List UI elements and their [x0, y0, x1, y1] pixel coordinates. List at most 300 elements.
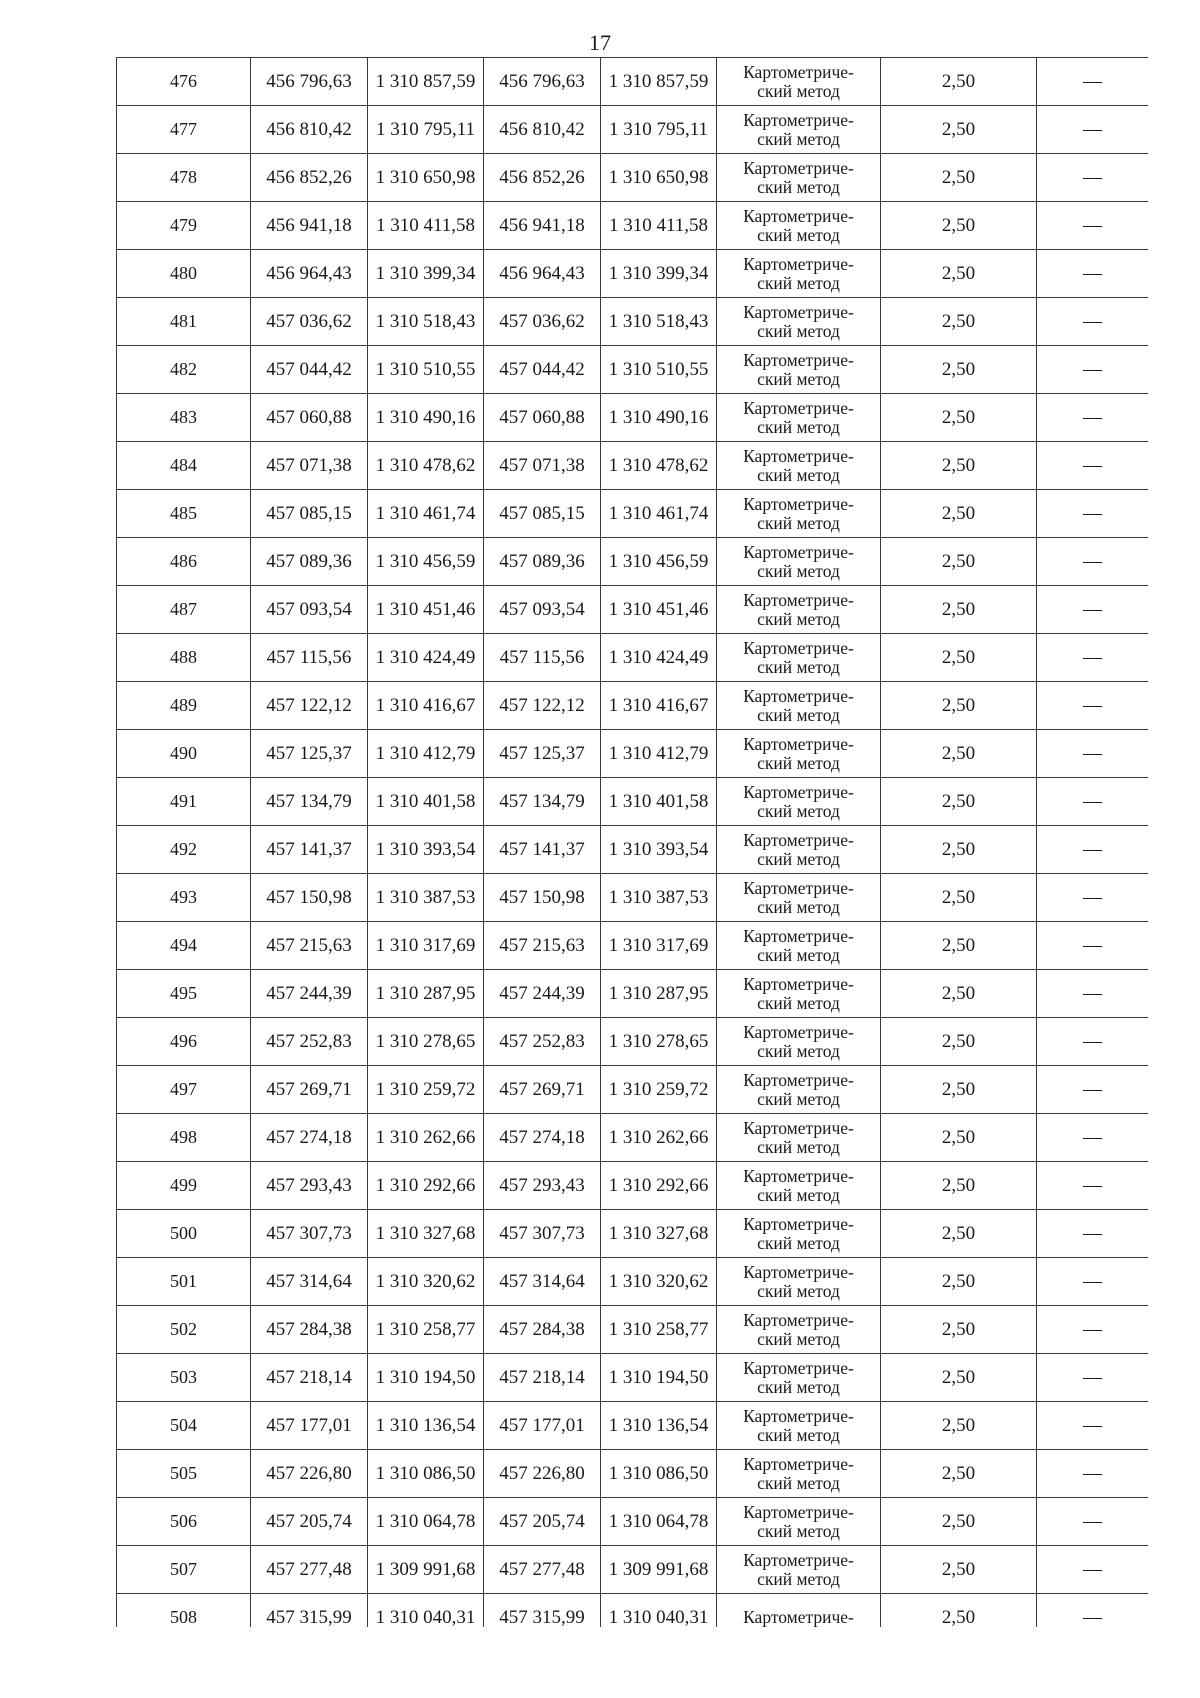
point-number-cell: 484 [117, 442, 251, 490]
method-line-2: ский метод [757, 656, 840, 677]
method-line-1: Картометриче- [743, 1213, 854, 1234]
y-new-cell: 1 310 478,62 [601, 442, 717, 490]
x-old-cell: 457 177,01 [251, 1402, 368, 1450]
description-cell: — [1037, 202, 1149, 250]
x-new-cell: 457 277,48 [484, 1546, 601, 1594]
description-cell: — [1037, 826, 1149, 874]
method-line-1: Картометриче- [743, 493, 854, 514]
table-row [117, 394, 1149, 442]
method-line-1: Картометриче- [743, 445, 854, 466]
method-line-1: Картометриче- [743, 1261, 854, 1282]
method-line-2: ский метод [757, 368, 840, 389]
table-row [117, 298, 1149, 346]
y-new-cell: 1 310 194,50 [601, 1354, 717, 1402]
method-line-1: Картометриче- [743, 733, 854, 754]
method-cell [717, 1594, 881, 1628]
x-new-cell: 456 810,42 [484, 106, 601, 154]
table-row [117, 1306, 1149, 1354]
x-old-cell: 457 044,42 [251, 346, 368, 394]
x-old-cell: 457 244,39 [251, 970, 368, 1018]
method-line-1: Картометриче- [743, 925, 854, 946]
description-cell: — [1037, 1258, 1149, 1306]
accuracy-cell: 2,50 [881, 1354, 1037, 1402]
y-new-cell: 1 310 412,79 [601, 730, 717, 778]
y-old-cell: 1 310 510,55 [368, 346, 484, 394]
accuracy-cell: 2,50 [881, 634, 1037, 682]
y-new-cell: 1 310 086,50 [601, 1450, 717, 1498]
y-old-cell: 1 310 317,69 [368, 922, 484, 970]
description-cell: — [1037, 586, 1149, 634]
method-line-1: Картометриче- [743, 205, 854, 226]
y-new-cell: 1 310 393,54 [601, 826, 717, 874]
method-cell [717, 1066, 881, 1114]
x-new-cell: 457 226,80 [484, 1450, 601, 1498]
point-number-cell: 506 [117, 1498, 251, 1546]
method-line-2: ский метод [757, 80, 840, 101]
table-row [117, 346, 1149, 394]
description-cell: — [1037, 730, 1149, 778]
x-new-cell: 457 089,36 [484, 538, 601, 586]
point-number-cell: 480 [117, 250, 251, 298]
y-new-cell: 1 310 416,67 [601, 682, 717, 730]
method-line-1: Картометриче- [743, 589, 854, 610]
x-old-cell: 457 314,64 [251, 1258, 368, 1306]
point-number-cell: 485 [117, 490, 251, 538]
method-line-2: ский метод [757, 1328, 840, 1349]
x-old-cell: 457 274,18 [251, 1114, 368, 1162]
table-row [117, 730, 1149, 778]
description-cell: — [1037, 346, 1149, 394]
description-cell: — [1037, 1354, 1149, 1402]
point-number-cell: 477 [117, 106, 251, 154]
method-cell [717, 1498, 881, 1546]
x-new-cell: 457 252,83 [484, 1018, 601, 1066]
table-row [117, 1210, 1149, 1258]
method-cell [717, 202, 881, 250]
x-old-cell: 457 150,98 [251, 874, 368, 922]
y-old-cell: 1 310 258,77 [368, 1306, 484, 1354]
y-new-cell: 1 310 401,58 [601, 778, 717, 826]
table-row [117, 1162, 1149, 1210]
method-cell [717, 1546, 881, 1594]
accuracy-cell: 2,50 [881, 202, 1037, 250]
accuracy-cell: 2,50 [881, 538, 1037, 586]
method-line-1: Картометриче- [743, 781, 854, 802]
x-old-cell: 457 134,79 [251, 778, 368, 826]
description-cell: — [1037, 106, 1149, 154]
x-new-cell: 457 093,54 [484, 586, 601, 634]
description-cell: — [1037, 1450, 1149, 1498]
x-old-cell: 457 205,74 [251, 1498, 368, 1546]
x-new-cell: 457 284,38 [484, 1306, 601, 1354]
accuracy-cell: 2,50 [881, 346, 1037, 394]
accuracy-cell: 2,50 [881, 298, 1037, 346]
x-new-cell: 456 852,26 [484, 154, 601, 202]
accuracy-cell: 2,50 [881, 586, 1037, 634]
method-cell [717, 922, 881, 970]
table-row [117, 58, 1149, 106]
method-cell [717, 1306, 881, 1354]
table-row [117, 586, 1149, 634]
description-cell: — [1037, 538, 1149, 586]
y-old-cell: 1 310 399,34 [368, 250, 484, 298]
method-line-1: Картометриче- [743, 1357, 854, 1378]
accuracy-cell: 2,50 [881, 1258, 1037, 1306]
table-row [117, 442, 1149, 490]
description-cell: — [1037, 1402, 1149, 1450]
page-number: 17 [589, 30, 611, 55]
method-line-2: ский метод [757, 1568, 840, 1589]
accuracy-cell: 2,50 [881, 826, 1037, 874]
method-line-2: ский метод [757, 1232, 840, 1253]
x-new-cell: 457 218,14 [484, 1354, 601, 1402]
method-cell [717, 1402, 881, 1450]
method-line-1: Картометриче- [743, 541, 854, 562]
table-body [117, 58, 1149, 1628]
accuracy-cell: 2,50 [881, 58, 1037, 106]
description-cell: — [1037, 154, 1149, 202]
method-line-2: ский метод [757, 416, 840, 437]
accuracy-cell: 2,50 [881, 1546, 1037, 1594]
point-number-cell: 489 [117, 682, 251, 730]
point-number-cell: 502 [117, 1306, 251, 1354]
table-row [117, 1018, 1149, 1066]
y-old-cell: 1 310 451,46 [368, 586, 484, 634]
method-cell [717, 1354, 881, 1402]
method-line-2: ский метод [757, 1136, 840, 1157]
point-number-cell: 498 [117, 1114, 251, 1162]
y-old-cell: 1 310 259,72 [368, 1066, 484, 1114]
method-line-1: Картометриче- [743, 1165, 854, 1186]
table-row [117, 634, 1149, 682]
y-new-cell: 1 310 424,49 [601, 634, 717, 682]
y-old-cell: 1 310 086,50 [368, 1450, 484, 1498]
x-new-cell: 457 269,71 [484, 1066, 601, 1114]
x-old-cell: 457 085,15 [251, 490, 368, 538]
y-new-cell: 1 310 262,66 [601, 1114, 717, 1162]
method-line-1: Картометриче- [743, 397, 854, 418]
point-number-cell: 490 [117, 730, 251, 778]
table-row [117, 154, 1149, 202]
method-line-1: Картометриче- [743, 349, 854, 370]
x-old-cell: 457 141,37 [251, 826, 368, 874]
x-old-cell: 457 060,88 [251, 394, 368, 442]
x-old-cell: 457 307,73 [251, 1210, 368, 1258]
x-old-cell: 457 277,48 [251, 1546, 368, 1594]
method-line-1: Картометриче- [743, 1501, 854, 1522]
accuracy-cell: 2,50 [881, 1066, 1037, 1114]
table-row [117, 970, 1149, 1018]
method-line-1: Картометриче- [743, 1405, 854, 1426]
x-new-cell: 457 314,64 [484, 1258, 601, 1306]
y-new-cell: 1 310 411,58 [601, 202, 717, 250]
method-line-2: ский метод [757, 608, 840, 629]
method-cell [717, 970, 881, 1018]
point-number-cell: 508 [117, 1594, 251, 1628]
point-number-cell: 505 [117, 1450, 251, 1498]
x-old-cell: 457 215,63 [251, 922, 368, 970]
description-cell: — [1037, 1066, 1149, 1114]
x-new-cell: 457 141,37 [484, 826, 601, 874]
method-line-1: Картометриче- [743, 301, 854, 322]
y-old-cell: 1 310 327,68 [368, 1210, 484, 1258]
point-number-cell: 500 [117, 1210, 251, 1258]
table-row [117, 1114, 1149, 1162]
method-line-1: Картометриче- [743, 1607, 854, 1627]
description-cell: — [1037, 922, 1149, 970]
description-cell: — [1037, 634, 1149, 682]
method-line-1: Картометриче- [743, 1117, 854, 1138]
method-cell [717, 1258, 881, 1306]
method-line-2: ский метод [757, 1472, 840, 1493]
y-old-cell: 1 310 287,95 [368, 970, 484, 1018]
point-number-cell: 507 [117, 1546, 251, 1594]
table-row [117, 538, 1149, 586]
method-line-2: ский метод [757, 1280, 840, 1301]
method-line-1: Картометриче- [743, 685, 854, 706]
method-line-2: ский метод [757, 800, 840, 821]
x-new-cell: 457 115,56 [484, 634, 601, 682]
coordinates-table [116, 57, 1148, 1627]
x-new-cell: 456 796,63 [484, 58, 601, 106]
y-old-cell: 1 310 393,54 [368, 826, 484, 874]
accuracy-cell: 2,50 [881, 1306, 1037, 1354]
point-number-cell: 486 [117, 538, 251, 586]
method-line-2: ский метод [757, 464, 840, 485]
y-old-cell: 1 310 456,59 [368, 538, 484, 586]
y-new-cell: 1 310 510,55 [601, 346, 717, 394]
method-line-2: ский метод [757, 1088, 840, 1109]
point-number-cell: 496 [117, 1018, 251, 1066]
method-cell [717, 874, 881, 922]
y-old-cell: 1 309 991,68 [368, 1546, 484, 1594]
method-line-2: ский метод [757, 128, 840, 149]
method-cell [717, 250, 881, 298]
y-new-cell: 1 310 327,68 [601, 1210, 717, 1258]
method-line-1: Картометриче- [743, 1069, 854, 1090]
accuracy-cell: 2,50 [881, 874, 1037, 922]
y-old-cell: 1 310 857,59 [368, 58, 484, 106]
y-new-cell: 1 309 991,68 [601, 1546, 717, 1594]
description-cell: — [1037, 1162, 1149, 1210]
x-old-cell: 457 036,62 [251, 298, 368, 346]
method-line-1: Картометриче- [743, 61, 854, 82]
x-old-cell: 457 093,54 [251, 586, 368, 634]
description-cell: — [1037, 970, 1149, 1018]
x-new-cell: 457 215,63 [484, 922, 601, 970]
point-number-cell: 479 [117, 202, 251, 250]
method-cell [717, 682, 881, 730]
accuracy-cell: 2,50 [881, 394, 1037, 442]
method-line-2: ский метод [757, 1040, 840, 1061]
table-row [117, 490, 1149, 538]
method-cell [717, 730, 881, 778]
point-number-cell: 488 [117, 634, 251, 682]
accuracy-cell: 2,50 [881, 682, 1037, 730]
y-old-cell: 1 310 795,11 [368, 106, 484, 154]
coordinates-table-sheet [116, 57, 1148, 1627]
method-line-1: Картометриче- [743, 829, 854, 850]
method-cell [717, 634, 881, 682]
method-line-1: Картометриче- [743, 1021, 854, 1042]
x-new-cell: 457 177,01 [484, 1402, 601, 1450]
x-old-cell: 456 852,26 [251, 154, 368, 202]
method-cell [717, 58, 881, 106]
x-new-cell: 457 044,42 [484, 346, 601, 394]
y-new-cell: 1 310 136,54 [601, 1402, 717, 1450]
point-number-cell: 497 [117, 1066, 251, 1114]
description-cell: — [1037, 1018, 1149, 1066]
table-row [117, 1498, 1149, 1546]
y-new-cell: 1 310 650,98 [601, 154, 717, 202]
method-line-2: ский метод [757, 1376, 840, 1397]
accuracy-cell: 2,50 [881, 1450, 1037, 1498]
accuracy-cell: 2,50 [881, 154, 1037, 202]
y-new-cell: 1 310 399,34 [601, 250, 717, 298]
x-old-cell: 457 252,83 [251, 1018, 368, 1066]
accuracy-cell: 2,50 [881, 106, 1037, 154]
y-old-cell: 1 310 278,65 [368, 1018, 484, 1066]
x-old-cell: 457 269,71 [251, 1066, 368, 1114]
x-new-cell: 457 036,62 [484, 298, 601, 346]
x-old-cell: 456 964,43 [251, 250, 368, 298]
y-new-cell: 1 310 064,78 [601, 1498, 717, 1546]
x-new-cell: 457 307,73 [484, 1210, 601, 1258]
accuracy-cell: 2,50 [881, 922, 1037, 970]
accuracy-cell: 2,50 [881, 1114, 1037, 1162]
y-new-cell: 1 310 259,72 [601, 1066, 717, 1114]
x-new-cell: 456 941,18 [484, 202, 601, 250]
y-old-cell: 1 310 461,74 [368, 490, 484, 538]
x-old-cell: 457 125,37 [251, 730, 368, 778]
method-cell [717, 490, 881, 538]
method-line-2: ский метод [757, 752, 840, 773]
point-number-cell: 504 [117, 1402, 251, 1450]
method-line-2: ский метод [757, 320, 840, 341]
point-number-cell: 476 [117, 58, 251, 106]
description-cell: — [1037, 1498, 1149, 1546]
y-old-cell: 1 310 387,53 [368, 874, 484, 922]
table-row [117, 1546, 1149, 1594]
x-old-cell: 457 315,99 [251, 1594, 368, 1628]
table-row [117, 778, 1149, 826]
description-cell: — [1037, 682, 1149, 730]
x-old-cell: 457 218,14 [251, 1354, 368, 1402]
x-old-cell: 457 089,36 [251, 538, 368, 586]
method-cell [717, 1114, 881, 1162]
method-line-1: Картометриче- [743, 877, 854, 898]
description-cell: — [1037, 58, 1149, 106]
method-cell [717, 1018, 881, 1066]
y-new-cell: 1 310 387,53 [601, 874, 717, 922]
method-line-1: Картометриче- [743, 253, 854, 274]
point-number-cell: 481 [117, 298, 251, 346]
y-new-cell: 1 310 292,66 [601, 1162, 717, 1210]
y-new-cell: 1 310 287,95 [601, 970, 717, 1018]
method-line-2: ский метод [757, 176, 840, 197]
method-cell [717, 586, 881, 634]
y-old-cell: 1 310 518,43 [368, 298, 484, 346]
x-old-cell: 456 941,18 [251, 202, 368, 250]
method-line-2: ский метод [757, 896, 840, 917]
method-cell [717, 346, 881, 394]
table-row [117, 874, 1149, 922]
method-cell [717, 442, 881, 490]
accuracy-cell: 2,50 [881, 490, 1037, 538]
y-old-cell: 1 310 320,62 [368, 1258, 484, 1306]
y-new-cell: 1 310 040,31 [601, 1594, 717, 1628]
method-line-2: ский метод [757, 944, 840, 965]
point-number-cell: 493 [117, 874, 251, 922]
x-old-cell: 456 810,42 [251, 106, 368, 154]
x-new-cell: 457 293,43 [484, 1162, 601, 1210]
x-old-cell: 457 226,80 [251, 1450, 368, 1498]
y-old-cell: 1 310 411,58 [368, 202, 484, 250]
point-number-cell: 482 [117, 346, 251, 394]
table-row [117, 1258, 1149, 1306]
table-row [117, 682, 1149, 730]
description-cell: — [1037, 1546, 1149, 1594]
method-line-2: ский метод [757, 848, 840, 869]
x-old-cell: 457 115,56 [251, 634, 368, 682]
accuracy-cell: 2,50 [881, 730, 1037, 778]
x-new-cell: 457 244,39 [484, 970, 601, 1018]
y-old-cell: 1 310 136,54 [368, 1402, 484, 1450]
x-new-cell: 456 964,43 [484, 250, 601, 298]
method-cell [717, 106, 881, 154]
point-number-cell: 495 [117, 970, 251, 1018]
description-cell: — [1037, 778, 1149, 826]
table-row [117, 106, 1149, 154]
method-cell [717, 1162, 881, 1210]
y-new-cell: 1 310 320,62 [601, 1258, 717, 1306]
y-old-cell: 1 310 424,49 [368, 634, 484, 682]
x-new-cell: 457 134,79 [484, 778, 601, 826]
y-new-cell: 1 310 490,16 [601, 394, 717, 442]
x-new-cell: 457 150,98 [484, 874, 601, 922]
x-old-cell: 457 293,43 [251, 1162, 368, 1210]
description-cell: — [1037, 1210, 1149, 1258]
method-line-1: Картометриче- [743, 1309, 854, 1330]
method-cell [717, 394, 881, 442]
method-line-2: ский метод [757, 704, 840, 725]
point-number-cell: 487 [117, 586, 251, 634]
method-cell [717, 298, 881, 346]
y-old-cell: 1 310 416,67 [368, 682, 484, 730]
description-cell: — [1037, 1114, 1149, 1162]
x-new-cell: 457 315,99 [484, 1594, 601, 1628]
y-new-cell: 1 310 317,69 [601, 922, 717, 970]
point-number-cell: 491 [117, 778, 251, 826]
y-old-cell: 1 310 194,50 [368, 1354, 484, 1402]
method-cell [717, 538, 881, 586]
method-line-2: ский метод [757, 1424, 840, 1445]
y-old-cell: 1 310 292,66 [368, 1162, 484, 1210]
method-line-2: ский метод [757, 512, 840, 533]
accuracy-cell: 2,50 [881, 1402, 1037, 1450]
y-new-cell: 1 310 451,46 [601, 586, 717, 634]
x-new-cell: 457 205,74 [484, 1498, 601, 1546]
description-cell: — [1037, 874, 1149, 922]
method-line-1: Картометриче- [743, 1549, 854, 1570]
table-row [117, 922, 1149, 970]
accuracy-cell: 2,50 [881, 1210, 1037, 1258]
x-old-cell: 456 796,63 [251, 58, 368, 106]
description-cell: — [1037, 394, 1149, 442]
y-new-cell: 1 310 456,59 [601, 538, 717, 586]
accuracy-cell: 2,50 [881, 250, 1037, 298]
x-new-cell: 457 274,18 [484, 1114, 601, 1162]
